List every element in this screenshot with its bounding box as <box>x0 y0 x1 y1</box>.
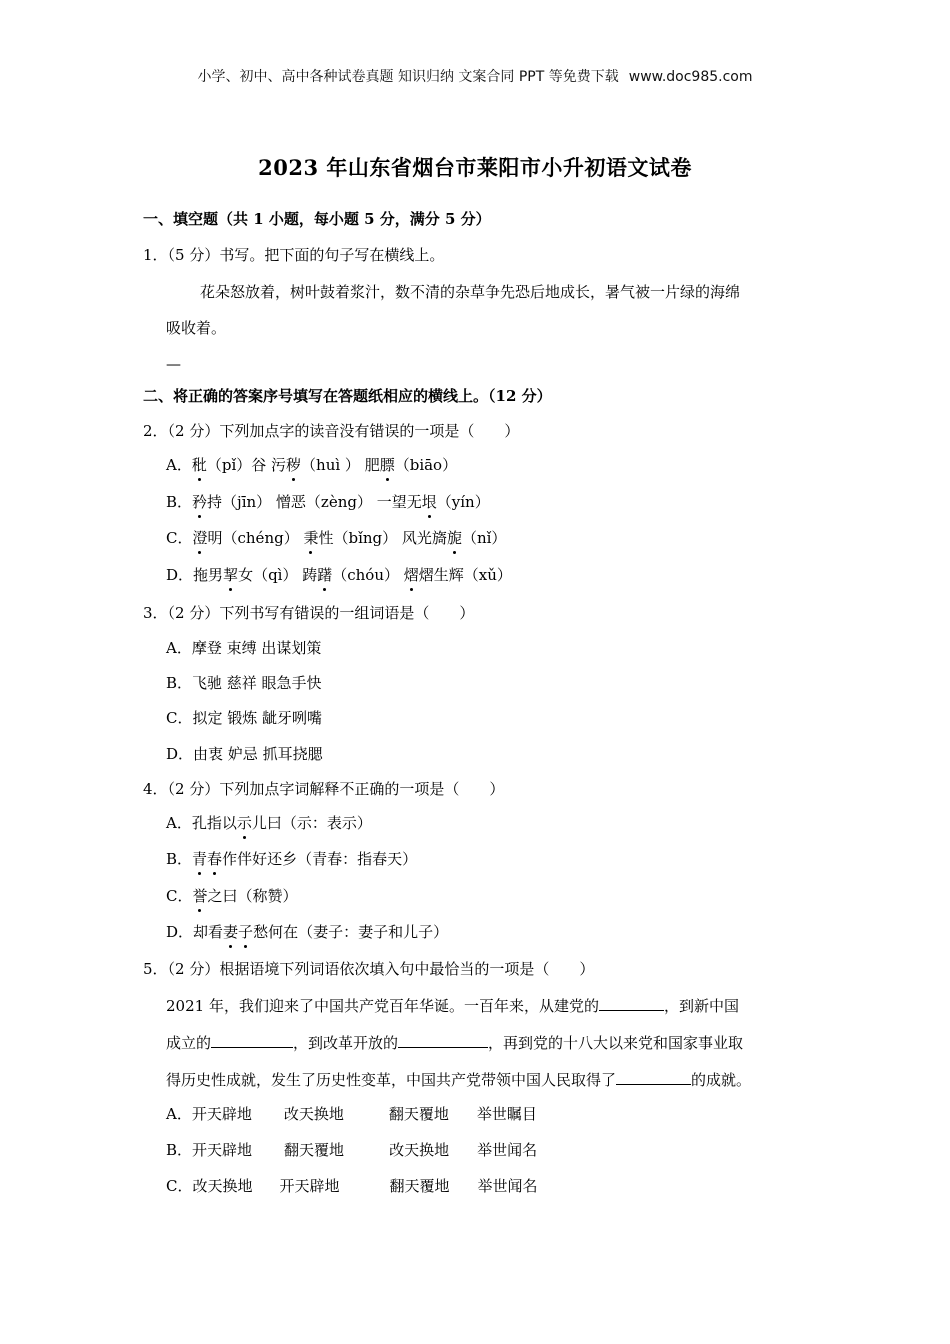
dotted-char: 示 <box>236 814 252 832</box>
text-span: 儿曰（示：表示） <box>251 814 372 832</box>
dotted-char: 秕 <box>191 456 207 474</box>
answer-blank-3 <box>398 1031 488 1048</box>
q2-option-c <box>166 527 506 549</box>
q2-stem: 2．（2 分）下列加点字的读音没有错误的一项是（ ） <box>143 422 520 440</box>
q1-stem: 1．（5 分）书写。把下面的句子写在横线上。 <box>143 246 445 264</box>
text-span: ，到新中国 <box>663 997 739 1015</box>
q2-option-b <box>166 491 490 513</box>
page-title: 2023 年山东省烟台市莱阳市小升初语文试卷 <box>258 155 692 180</box>
text-span: ，再到党的十八大以来党和国家事业取 <box>488 1034 744 1052</box>
text-span: A． <box>166 1105 192 1123</box>
dotted-char: 挈 <box>223 566 239 584</box>
text-span: 举世瞩目 <box>476 1105 537 1123</box>
text-span: 开天辟地 <box>191 1105 252 1123</box>
text-span: B． <box>166 493 193 511</box>
dotted-char: 誉 <box>192 887 208 905</box>
text-span: C． <box>166 529 193 547</box>
q4-option-a <box>166 812 372 834</box>
text-span: A． <box>166 456 192 474</box>
text-span: 明（chéng） <box>207 529 304 547</box>
page-header <box>0 66 950 86</box>
text-span: 之曰（称赞） <box>207 887 298 905</box>
text-span: 熠生辉（xǔ） <box>418 566 512 584</box>
text-span: 2021 年，我们迎来了中国共产党百年华诞。一百年来，从建党的 <box>166 997 599 1015</box>
q5-passage-line3 <box>166 1068 751 1091</box>
text-span: 女（qì） 踌 <box>238 566 318 584</box>
text-span: 作伴好还乡（青春：指春天） <box>222 850 418 868</box>
dotted-char: 熠 <box>403 566 419 584</box>
q4-option-d <box>166 921 448 943</box>
text-span: 翻天覆地 <box>389 1177 450 1195</box>
text-span: 愁何在（妻子：妻子和儿子） <box>253 923 449 941</box>
dotted-char: 膘 <box>379 456 395 474</box>
q1-text-line2: 吸收着。 <box>166 319 227 337</box>
text-span: B． <box>166 1141 193 1159</box>
answer-blank-2 <box>211 1031 293 1048</box>
q2-option-d <box>166 564 512 586</box>
answer-blank-1 <box>599 994 664 1011</box>
q5-option-a <box>166 1103 537 1125</box>
text-span: 持（jīn） 憎恶（zèng） 一望无 <box>207 493 422 511</box>
text-span: 成立的 <box>166 1034 212 1052</box>
text-span: （huì ） 肥 <box>301 456 380 474</box>
text-span: （pǐ）谷 污 <box>206 456 287 474</box>
text-span: 翻天覆地 <box>284 1141 345 1159</box>
text-span: B． <box>166 850 193 868</box>
q4-option-c <box>166 885 298 907</box>
text-span: 的成就。 <box>691 1071 752 1089</box>
text-span: D．却看 <box>166 923 224 941</box>
dotted-char: 秉 <box>303 529 319 547</box>
q3-option-a: A．摩登 束缚 出谋划策 <box>166 639 322 657</box>
q5-option-c <box>166 1175 538 1197</box>
dotted-char: 澄 <box>192 529 208 547</box>
text-span: （yín） <box>436 493 490 511</box>
q5-passage-line1 <box>166 994 739 1017</box>
dotted-char: 旎 <box>446 529 462 547</box>
q1-answer-line: — <box>166 355 181 373</box>
text-span: 翻天覆地 <box>388 1105 449 1123</box>
text-span: 开天辟地 <box>279 1177 340 1195</box>
text-span: 改天换地 <box>192 1177 253 1195</box>
text-span: C． <box>166 887 193 905</box>
text-span: 改天换地 <box>283 1105 344 1123</box>
section-2-heading: 二、将正确的答案序号填写在答题纸相应的横线上。（12 分） <box>143 387 552 405</box>
header-url[interactable]: www.doc985.com <box>628 69 753 85</box>
q1-text-line1: 花朵怒放着，树叶鼓着浆汁，数不清的杂草争先恐后地成长，暑气被一片绿的海绵 <box>200 283 741 301</box>
header-text: 小学、初中、高中各种试卷真题 知识归纳 文案合同 PPT 等免费下载 <box>197 69 619 85</box>
text-span: D． <box>166 566 194 584</box>
text-span: 拖男 <box>193 566 224 584</box>
q4-stem: 4．（2 分）下列加点字词解释不正确的一项是（ ） <box>143 780 505 798</box>
dotted-char: 垠 <box>421 493 437 511</box>
text-span: （chóu） <box>332 566 404 584</box>
q5-option-b <box>166 1139 537 1161</box>
text-span: 改天换地 <box>389 1141 450 1159</box>
q4-option-b <box>166 848 417 870</box>
text-span: （nǐ） <box>461 529 507 547</box>
text-span: 举世闻名 <box>477 1177 538 1195</box>
q3-option-d: D．由衷 妒忌 抓耳挠腮 <box>166 745 323 763</box>
text-span: C． <box>166 1177 193 1195</box>
dotted-char: 子 <box>238 923 254 941</box>
q3-option-b: B．飞驰 慈祥 眼急手快 <box>166 674 322 692</box>
q3-stem: 3．（2 分）下列书写有错误的一组词语是（ ） <box>143 604 475 622</box>
dotted-char: 青 <box>192 850 208 868</box>
q5-stem: 5．（2 分）根据语境下列词语依次填入句中最恰当的一项是（ ） <box>143 960 595 978</box>
text-span: 性（bǐng） 风光旖 <box>318 529 447 547</box>
q5-passage-line2 <box>166 1031 743 1054</box>
q3-option-c: C．拟定 锻炼 龇牙咧嘴 <box>166 709 323 727</box>
text-span: ，到改革开放的 <box>293 1034 399 1052</box>
section-1-heading: 一、填空题（共 1 小题，每小题 5 分，满分 5 分） <box>143 210 491 228</box>
text-span: 得历史性成就，发生了历史性变革，中国共产党带领中国人民取得了 <box>166 1071 617 1089</box>
text-span: 举世闻名 <box>477 1141 538 1159</box>
answer-blank-4 <box>616 1068 691 1085</box>
q2-option-a <box>166 454 457 476</box>
dotted-char: 秽 <box>286 456 302 474</box>
dotted-char: 妻 <box>223 923 239 941</box>
text-span: 开天辟地 <box>192 1141 253 1159</box>
text-span: （biāo） <box>394 456 458 474</box>
text-span: A．孔指以 <box>166 814 237 832</box>
dotted-char: 躇 <box>317 566 333 584</box>
dotted-char: 春 <box>207 850 223 868</box>
dotted-char: 矜 <box>192 493 208 511</box>
